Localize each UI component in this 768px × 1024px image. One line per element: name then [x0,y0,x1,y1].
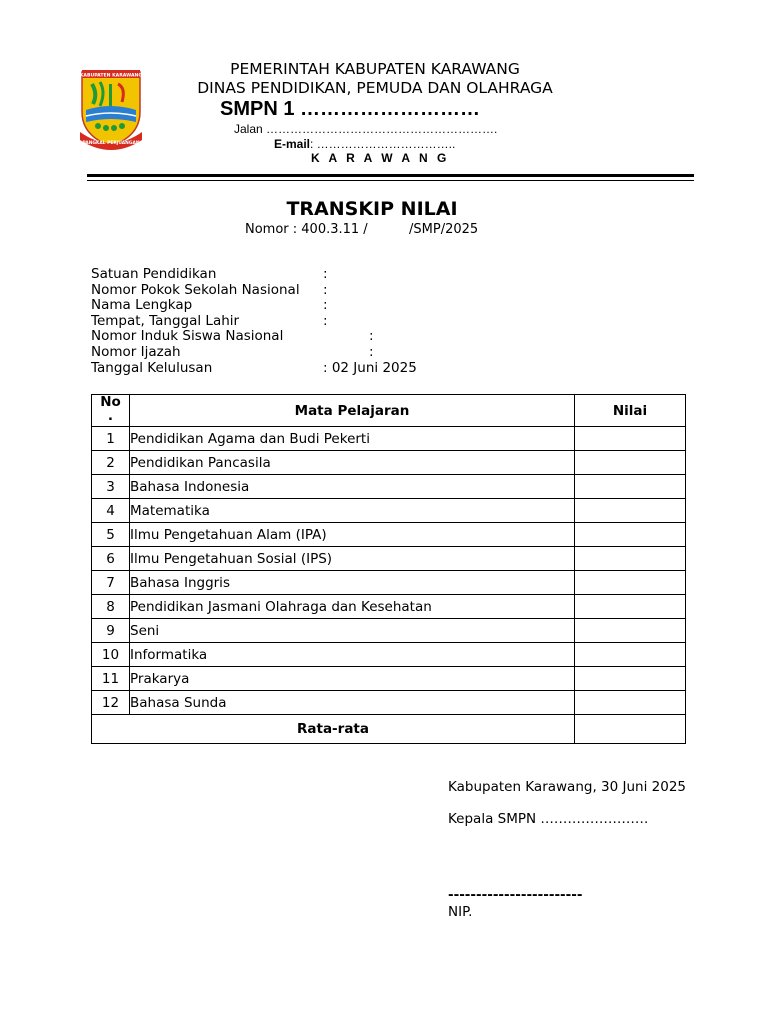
subject-name: Bahasa Indonesia [130,475,575,499]
table-row [92,475,686,499]
table-row [92,427,686,451]
row-number: 12 [92,691,130,715]
row-number: 11 [92,667,130,691]
subject-name: Ilmu Pengetahuan Alam (IPA) [130,523,575,547]
average-label: Rata-rata [92,715,575,744]
email-value: : …………………………….. [310,137,456,151]
grade-cell [575,451,686,475]
grade-cell [575,475,686,499]
grade-cell [575,619,686,643]
grade-cell [575,691,686,715]
field-value: : [369,343,374,360]
field-value: : [323,281,328,298]
grade-cell [575,595,686,619]
logo-bottom-text: PANGKAL PERJUANGAN [82,141,140,146]
grade-cell [575,427,686,451]
subject-name: Pendidikan Jasmani Olahraga dan Kesehatan [130,595,575,619]
row-number: 1 [92,427,130,451]
row-number: 3 [92,475,130,499]
field-value: : [323,297,328,314]
table-row [92,691,686,715]
table-row [92,547,686,571]
row-number: 2 [92,451,130,475]
row-number: 10 [92,643,130,667]
table-header-row [92,395,686,427]
row-number: 5 [92,523,130,547]
subject-name: Pendidikan Pancasila [130,451,575,475]
subject-name: Seni [130,619,575,643]
subject-name: Prakarya [130,667,575,691]
subject-name: Bahasa Sunda [130,691,575,715]
row-number: 8 [92,595,130,619]
logo-top-text: KABUPATEN KARAWANG [79,73,143,79]
field-label: Nama Lengkap [91,297,193,314]
letterhead-divider-thick [87,174,694,177]
column-header-subject: Mata Pelajaran [130,395,575,427]
table-row [92,667,686,691]
table-row [92,595,686,619]
average-row [92,715,686,744]
signature-position: Kepala SMPN …………………… [448,811,649,827]
document-title: TRANSKIP NILAI [286,198,458,220]
grades-table [91,394,686,744]
karawang-emblem-logo [78,66,144,150]
grade-cell [575,667,686,691]
letterhead-divider-thin [87,180,694,181]
grade-cell [575,643,686,667]
row-number: 6 [92,547,130,571]
field-label: Nomor Induk Siswa Nasional [91,328,284,345]
grade-cell [575,523,686,547]
signature-nip: NIP. [448,904,473,920]
table-row [92,499,686,523]
column-header-no: No . [92,395,130,427]
grade-cell [575,571,686,595]
subject-name: Bahasa Inggris [130,571,575,595]
email-label: E-mail [274,137,311,151]
table-row [92,643,686,667]
field-value: : 02 Juni 2025 [323,359,417,376]
subject-name: Informatika [130,643,575,667]
field-value: : [323,266,328,282]
column-header-grade: Nilai [575,395,686,427]
row-number: 9 [92,619,130,643]
field-label: Nomor Pokok Sekolah Nasional [91,281,300,298]
document-number: Nomor : 400.3.11 / /SMP/2025 [245,222,479,237]
subject-name: Matematika [130,499,575,523]
government-name: PEMERINTAH KABUPATEN KARAWANG [230,60,520,78]
field-label: Tanggal Kelulusan [91,359,213,376]
subject-name: Pendidikan Agama dan Budi Pekerti [130,427,575,451]
grade-cell [575,499,686,523]
subject-name: Ilmu Pengetahuan Sosial (IPS) [130,547,575,571]
field-label: Nomor Ijazah [91,343,181,360]
school-name: SMPN 1 ……………………… [220,98,481,120]
row-number: 4 [92,499,130,523]
grade-cell [575,547,686,571]
field-value: : [369,328,374,345]
table-row [92,619,686,643]
signature-place-date: Kabupaten Karawang, 30 Juni 2025 [448,779,686,795]
school-address: Jalan …………………………………………………. [234,122,498,136]
table-row [92,451,686,475]
field-label: Satuan Pendidikan [91,266,217,282]
school-email [274,137,455,151]
table-row [92,523,686,547]
row-number: 7 [92,571,130,595]
field-value: : [323,312,328,329]
department-name: DINAS PENDIDIKAN, PEMUDA DAN OLAHRAGA [197,79,553,97]
field-label: Tempat, Tanggal Lahir [91,312,240,329]
average-grade-cell [575,715,686,744]
city-name: K A R A W A N G [311,151,450,165]
table-row [92,571,686,595]
signature-line: ------------------------ [448,887,583,903]
